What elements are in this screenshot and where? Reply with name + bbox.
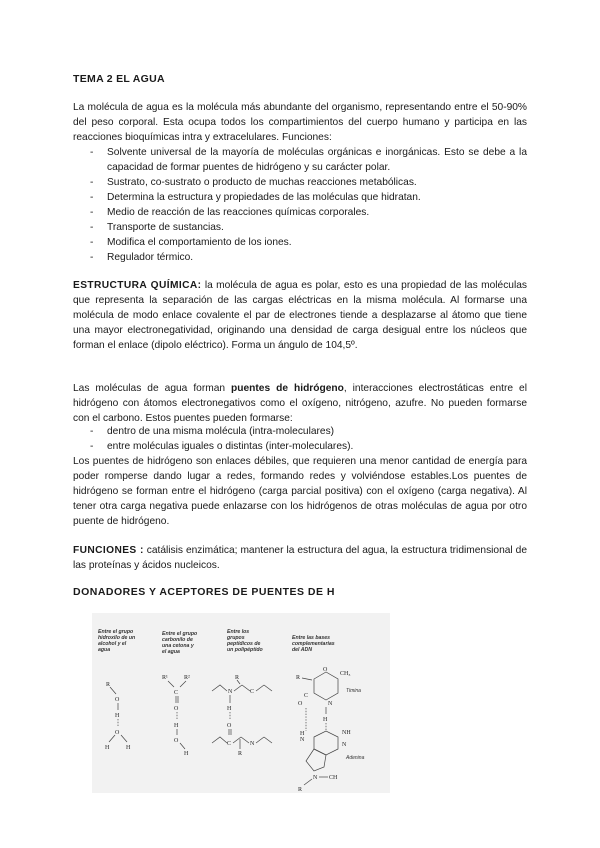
list-item: - Regulador térmico.	[73, 250, 527, 265]
svg-text:R: R	[106, 682, 111, 688]
list-item: - Modifica el comportamiento de los iones.	[73, 235, 527, 250]
svg-text:complementarias: complementarias	[292, 641, 335, 647]
list-item: - Determina la estructura y propiedades de las moléculas que hidratan.	[73, 190, 527, 205]
svg-text:hidroxilo de un: hidroxilo de un	[98, 635, 136, 641]
svg-text:R: R	[296, 675, 301, 681]
svg-text:N: N	[328, 701, 333, 707]
svg-text:R¹: R¹	[162, 675, 168, 681]
svg-text:Entre el grupo: Entre el grupo	[162, 631, 198, 637]
list-item: - Solvente universal de la mayoría de moléculas orgánicas e inorgánicas. Esto se debe a la capacidad de formar puentes de hidrógeno y su carácter polar.	[73, 145, 527, 175]
puentes-paragraph-2: Los puentes de hidrógeno son enlaces débiles, que requieren una menor cantidad de energía para poder romperse dando lugar a redes, formando redes y volviéndose estables.Los puentes de hidrógeno se forman entre el hidrógeno (carga parcial positiva) con el oxígeno (carga negativa). Al tener otra carga negativa puede enlazarse con los hidrógenos de otras moléculas de agua por otro puente de hidrógeno.	[73, 456, 527, 527]
puentes-bold: puentes de hidrógeno	[231, 383, 344, 394]
donadores-heading: DONADORES Y ACEPTORES DE PUENTES DE H	[73, 586, 335, 598]
svg-text:O: O	[174, 738, 179, 744]
svg-text:N: N	[300, 737, 305, 743]
page-title: TEMA 2 EL AGUA	[73, 73, 165, 85]
svg-text:CH₃: CH₃	[340, 671, 351, 677]
puentes-post: , interacciones electrostáticas entre el hidrógeno con átomos electronegativos como el oxígeno, nitrógeno, azufre. No pueden formarse con el carbono. Estos puentes pueden formarse:	[73, 383, 527, 424]
svg-text:H: H	[300, 731, 305, 737]
hydrogen-bond-diagram	[92, 613, 390, 793]
svg-text:Entre los: Entre los	[227, 629, 250, 635]
funciones-paragraph	[73, 543, 527, 573]
svg-text:O: O	[298, 701, 303, 707]
svg-text:C: C	[250, 689, 255, 695]
ketone-water-structure	[162, 675, 190, 757]
svg-text:H: H	[227, 706, 232, 712]
alcohol-water-structure	[105, 682, 131, 751]
svg-text:H: H	[174, 723, 179, 729]
estructura-text: la molécula de agua es polar, esto es una propiedad de las moléculas que representa la separación de las cargas eléctricas en la misma molécula. Al formarse una molécula de modo enlace covalente el par de electrones tiende a desplazarse al átomo que tiene una mayor electronegatividad, originando una densidad de carga desigual entre los núcleos que forman el enlace (dipolo eléctrico). Forma un ángulo de 104,5º.	[73, 280, 527, 351]
svg-text:O: O	[174, 706, 179, 712]
estructura-label: ESTRUCTURA QUÍMICA:	[73, 280, 202, 291]
svg-text:R: R	[298, 787, 303, 793]
funciones-text: catálisis enzimática; mantener la estructura del agua, la estructura tridimensional de las proteínas y ácidos nucleicos.	[73, 545, 527, 571]
dna-base-pair-structure	[296, 667, 365, 793]
list-item: - Medio de reacción de las reacciones químicas corporales.	[73, 205, 527, 220]
svg-text:alcohol y el: alcohol y el	[98, 641, 127, 647]
svg-text:R: R	[235, 675, 240, 681]
svg-text:O: O	[115, 730, 120, 736]
svg-text:O: O	[227, 723, 232, 729]
svg-text:N: N	[342, 742, 347, 748]
svg-text:H: H	[115, 713, 120, 719]
svg-text:R²: R²	[184, 675, 190, 681]
svg-text:agua: agua	[98, 647, 111, 653]
svg-text:grupos: grupos	[227, 635, 245, 641]
svg-text:O: O	[323, 667, 328, 673]
estructura-paragraph	[73, 278, 527, 353]
svg-text:H: H	[105, 745, 110, 751]
svg-text:C: C	[304, 693, 309, 699]
puentes-pre: Las moléculas de agua forman	[73, 383, 232, 394]
svg-text:H: H	[323, 717, 328, 723]
svg-text:N: N	[250, 741, 255, 747]
adenine-label: Adenina	[346, 755, 365, 761]
caption-peptide	[226, 629, 263, 653]
hydrogen-bond-figure	[92, 613, 390, 793]
svg-text:R: R	[238, 751, 243, 757]
svg-text:H: H	[184, 751, 189, 757]
functions-list	[73, 145, 527, 265]
list-item: - dentro de una misma molécula (intra-moleculares)	[73, 424, 527, 439]
funciones-label: FUNCIONES :	[73, 545, 144, 556]
thymine-label: Timina	[346, 688, 361, 694]
puentes-paragraph	[73, 381, 527, 426]
puentes-list	[73, 424, 527, 454]
caption-dna	[292, 635, 335, 653]
svg-text:el agua: el agua	[162, 649, 180, 655]
svg-text:Entre el grupo: Entre el grupo	[98, 629, 134, 635]
svg-text:N: N	[228, 689, 233, 695]
svg-text:carbonilo de: carbonilo de	[162, 637, 193, 643]
svg-text:un polipéptido: un polipéptido	[227, 647, 263, 653]
list-item: - Transporte de sustancias.	[73, 220, 527, 235]
svg-text:Entre las bases: Entre las bases	[292, 635, 331, 641]
caption-alcohol	[98, 629, 135, 653]
caption-ketone	[162, 631, 197, 655]
intro-paragraph: La molécula de agua es la molécula más abundante del organismo, representando entre el 50-90% del peso corporal. Esta ocupa todos los compartimientos del cuerpo humano y participa en las reacciones bioquímicas intra y extracelulares. Funciones:	[73, 102, 527, 143]
svg-text:C: C	[174, 690, 179, 696]
svg-text:O: O	[115, 697, 120, 703]
svg-text:H: H	[126, 745, 131, 751]
svg-text:CH: CH	[329, 775, 338, 781]
list-item: - Sustrato, co-sustrato o producto de muchas reacciones metabólicas.	[73, 175, 527, 190]
svg-text:del ADN: del ADN	[292, 647, 312, 653]
svg-text:N: N	[313, 775, 318, 781]
svg-text:una cetona y: una cetona y	[162, 643, 194, 649]
list-item: - entre moléculas iguales o distintas (inter-moleculares).	[73, 439, 527, 454]
svg-text:C: C	[227, 741, 232, 747]
peptide-structure	[212, 675, 272, 757]
svg-text:NH: NH	[342, 730, 351, 736]
svg-text:peptídicos de: peptídicos de	[227, 641, 261, 647]
